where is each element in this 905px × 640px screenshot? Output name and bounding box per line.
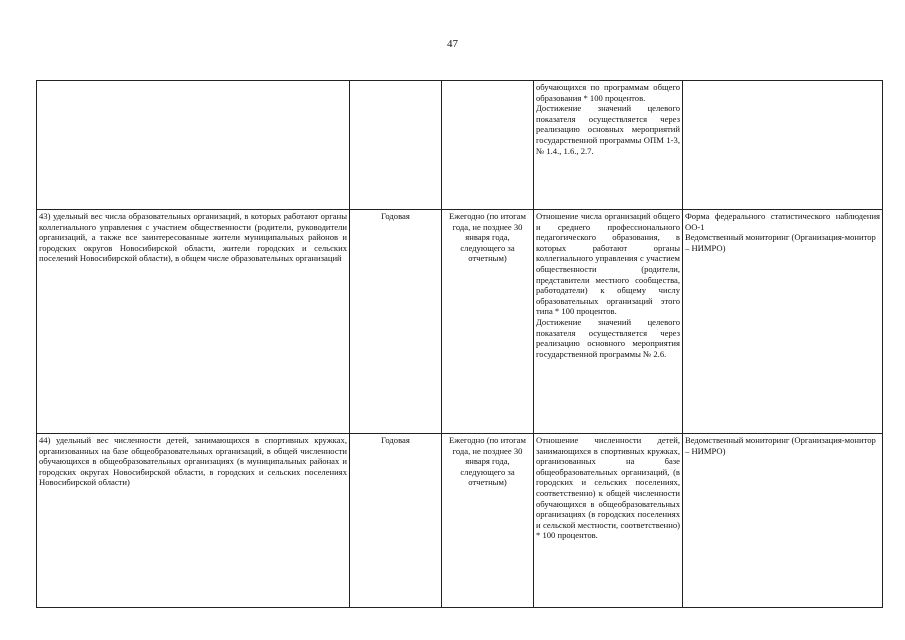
table-row <box>37 210 883 434</box>
frequency-cell: Годовая <box>350 434 442 608</box>
method-paragraph: Отношение численности детей, занимающихся в спортивных кружках, организованных на базе общеобразовательных организаций, (в городских и сельских поселениях, соответственно) к общей численности обучающихся в общеобразовательных организациях (в городских поселениях и сельской местности, соответственно) * 100 процентов. <box>536 435 680 541</box>
table-row <box>37 434 883 608</box>
frequency-cell: Годовая <box>350 210 442 434</box>
method-paragraph: Достижение значений целевого показателя осуществляется через реализацию основных мероприятий государственной программы ОПМ 1-3, № 1.4., 1.6., 2.7. <box>536 103 680 156</box>
method-paragraph: обучающихся по программам общего образования * 100 процентов. <box>536 82 680 103</box>
timing-cell: Ежегодно (по итогам года, не позднее 30 января года, следующего за отчетным) <box>442 210 534 434</box>
method-cell <box>534 434 683 608</box>
timing-cell: Ежегодно (по итогам года, не позднее 30 января года, следующего за отчетным) <box>442 434 534 608</box>
indicators-table <box>36 80 883 608</box>
method-cell <box>534 81 683 210</box>
method-paragraph: Достижение значений целевого показателя осуществляется через реализацию основного мероприятия государственной программы № 2.6. <box>536 316 680 359</box>
indicator-cell <box>37 81 350 210</box>
source-cell <box>683 210 883 434</box>
indicator-cell: 43) удельный вес числа образовательных организаций, в которых работают органы коллегиального управления с участием общественности (родители, руководители организаций, а также все заинтересованные жители муниципальных районов и городских округов Новосибирской области, жители городских и сельских поселений Новосибирской области), в общем числе образовательных организаций <box>37 210 350 434</box>
source-cell <box>683 434 883 608</box>
method-paragraph: Отношение числа организаций общего и среднего профессионального педагогического образования, в которых работают органы коллегиального управления с участием общественности (родители, представители местного сообщества, работодатели) к общему числу образовательных организаций этого типа * 100 процентов. <box>536 211 680 317</box>
timing-cell <box>442 81 534 210</box>
source-paragraph: Ведомственный мониторинг (Организация-монитор – НИМРО) <box>685 435 876 456</box>
table-row <box>37 81 883 210</box>
page-number: 47 <box>447 38 458 50</box>
source-paragraph: Ведомственный мониторинг (Организация-монитор – НИМРО) <box>685 232 876 253</box>
frequency-cell <box>350 81 442 210</box>
method-cell <box>534 210 683 434</box>
source-paragraph: Форма федерального статистического наблюдения ОО-1 <box>685 211 880 232</box>
source-cell <box>683 81 883 210</box>
indicator-cell: 44) удельный вес численности детей, занимающихся в спортивных кружках, организованных на базе общеобразовательных организаций, в общей численности обучающихся в общеобразовательных организациях (в муниципальных районах и городских округах Новосибирской области, в городских и сельских поселениях Новосибирской области) <box>37 434 350 608</box>
